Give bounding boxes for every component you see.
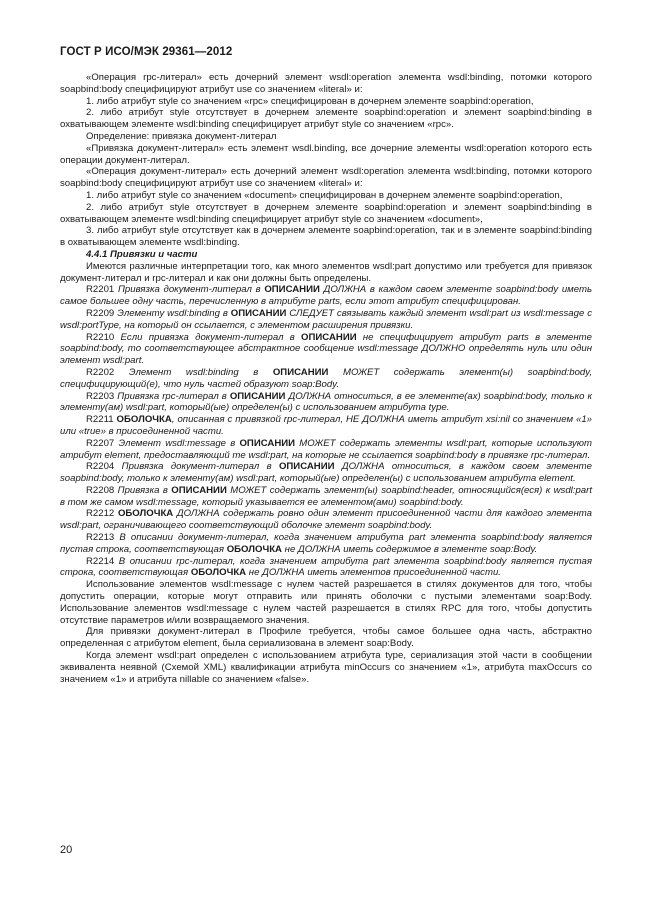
- text-run: 3. либо атрибут style отсутствует как в дочернем элементе soapbind:operation, так и в элементе soapbind:binding в охватывающем элементе wsdl:binding.: [60, 225, 592, 249]
- paragraph: [60, 461, 592, 485]
- text-run: ОБОЛОЧКА: [190, 567, 247, 579]
- text-run: В описании rpc-литерал, когда значением атрибута part элемента soapbind:body является пустая строка, соответствующая: [60, 555, 592, 579]
- text-run: ОПИСАНИИ: [301, 331, 357, 343]
- text-run: 2. либо атрибут style отсутствует в дочернем элементе soapbind:operation и элемент soapbind:binding в охватывающем элементе wsdl:binding специфицирует атрибут style со значением «rpc».: [60, 107, 592, 131]
- text-run: ДОЛЖНА относиться, в каждом своем элементе soapbind:body, только к элементу(ам) wsdl:part, который(ые) определен(ы) с использованием атрибута element.: [60, 461, 592, 485]
- text-run: R2212: [86, 508, 118, 520]
- paragraph: [60, 414, 592, 438]
- text-run: ОПИСАНИИ: [264, 284, 320, 296]
- text-run: ОБОЛОЧКА: [117, 508, 174, 520]
- paragraph: [60, 438, 592, 462]
- paragraph: [60, 190, 592, 202]
- paragraph: [60, 308, 592, 332]
- text-run: Когда элемент wsdl:part определен с использованием атрибута type, сериализация этой части в сообщении эквивалента неявной (Схемой XML) квалификации атрибута minOccurs со значением «1», атрибута maxOccurs со значением «1» и атрибута nillable со значением «false».: [60, 650, 592, 685]
- text-run: R2209: [86, 307, 118, 319]
- text-run: не ДОЛЖНА иметь элементов присоединенной части.: [246, 567, 501, 579]
- document-body: [60, 72, 592, 685]
- text-run: МОЖЕТ содержать элемент(ы) soapbind:body, специфицирующий(е), что нуль частей образуют soap:Body.: [60, 366, 593, 390]
- paragraph: [60, 556, 592, 580]
- text-run: Элемент wsdl:binding в: [128, 366, 273, 378]
- text-run: Имеются различные интерпретации того, как много элементов wsdl:part допустимо или требуется для привязок документ-литерал и rpc-литерал и как они должны быть определены.: [60, 260, 592, 284]
- standard-header: ГОСТ Р ИСО/МЭК 29361—2012: [60, 46, 233, 58]
- text-run: не специфицирует атрибут parts в элементе soapbind:body, то соответствующее абстрактное сообщение wsdl:message ДОЛЖНО определять нуль или один элемент wsdl:part.: [60, 331, 592, 367]
- text-run: R2204: [86, 461, 122, 473]
- paragraph: [60, 143, 592, 167]
- section-subheading: [60, 249, 592, 261]
- paragraph: [60, 650, 592, 685]
- text-run: не ДОЛЖНА иметь содержимое в элементе soap:Body.: [282, 543, 538, 555]
- text-run: ДОЛЖНА относиться, в ее элементе(ах) soapbind:body, только к элементу(ам) wsdl:part, который(ые) определен(ы) с использованием атрибута type.: [60, 390, 592, 414]
- text-run: R2211: [86, 414, 117, 426]
- text-run: ОПИСАНИИ: [272, 366, 329, 378]
- text-run: Элементу wsdl:binding в: [117, 307, 231, 319]
- text-run: «Привязка документ-литерал» есть элемент wsdl.binding, все дочерние элементы wsdl:operation которого есть операции документ-литерал.: [60, 142, 592, 166]
- text-run: Определение: привязка документ-литерал: [86, 130, 277, 142]
- text-run: Для привязки документ-литерал в Профиле требуется, чтобы самое большее одна часть, абстрактно определенная с атрибутом element, была сериализована в элемент soap:Body.: [60, 626, 592, 650]
- text-run: Привязка в: [117, 484, 172, 496]
- paragraph: [60, 107, 592, 131]
- text-run: ДОЛЖНА содержать ровно один элемент присоединенной части для каждого элемента wsdl:part, ограничивающего соответствующий оболочке элемент soapbind:body.: [60, 508, 592, 532]
- text-run: ДОЛЖНА в каждом своем элементе soapbind:body иметь самое большее одну часть, перечисленную в атрибуте parts, если этот атрибут специфицирован.: [60, 284, 593, 308]
- text-run: Привязка rpc-литерал в: [117, 390, 230, 402]
- text-run: Использование элементов wsdl:message с нулем частей разрешается в стилях документов для того, чтобы допустить операции, которые могут отправить или принять оболочки с пустыми элементами soap:Body. Использование элементов wsdl:message с нулем частей разрешается в стилях RPC для того, чтобы допустить отсутствие параметров и/или возвращаемого значения.: [60, 579, 592, 626]
- paragraph: [60, 72, 592, 96]
- text-run: Если привязка документ-литерал в: [120, 331, 302, 343]
- text-run: ОБОЛОЧКА: [116, 414, 172, 426]
- text-run: В описании документ-литерал, когда значением атрибута part элемента soapbind:body является пустая строка, соответствующая: [60, 532, 593, 555]
- text-run: R2214: [86, 555, 119, 567]
- text-run: R2202: [86, 366, 129, 378]
- text-run: R2201: [86, 284, 118, 296]
- text-run: «Операция документ-литерал» есть дочерний элемент wsdl:operation элемента wsdl:binding, потомки которого soapbind:body специфицируют атрибут use со значением «literal» и:: [60, 166, 592, 190]
- text-run: R2203: [86, 390, 118, 402]
- paragraph: [60, 261, 592, 285]
- paragraph: [60, 532, 592, 556]
- text-run: ОПИСАНИИ: [171, 484, 227, 496]
- text-run: Привязка документ-литерал в: [117, 284, 265, 296]
- paragraph: [60, 579, 592, 626]
- paragraph: [60, 367, 592, 391]
- text-run: ОПИСАНИИ: [230, 307, 287, 319]
- paragraph: [60, 202, 592, 226]
- text-run: ОПИСАНИИ: [229, 390, 286, 402]
- paragraph: [60, 96, 592, 108]
- paragraph: [60, 284, 592, 308]
- page-number: 20: [60, 844, 73, 856]
- paragraph: [60, 225, 592, 249]
- text-run: МОЖЕТ содержать элементы wsdl:part, которые используют атрибут element, предоставляющий те wsdl:part, на которые не ссылается soapbind:body в привязке rpc-литерал.: [60, 437, 592, 461]
- text-run: МОЖЕТ содержать элемент(ы) soapbind:header, относящийся(еся) к wsdl:part в том же самом wsdl:message, который указывается ее элементом(ами) soapbind:body.: [60, 484, 593, 508]
- text-run: , описанная с привязкой rpc-литерал, НЕ ДОЛЖНА иметь атрибут xsi:nil со значением «1» или «true» в присоединенной части.: [60, 414, 592, 437]
- text-run: ОПИСАНИИ: [278, 461, 335, 473]
- paragraph: [60, 485, 592, 509]
- text-run: Привязка документ-литерал в: [121, 461, 279, 473]
- text-run: R2210: [86, 331, 121, 343]
- paragraph: [60, 508, 592, 532]
- text-run: 4.4.1 Привязки и части: [86, 248, 198, 260]
- text-run: R2213: [86, 532, 120, 544]
- text-run: Элемент wsdl:message в: [118, 437, 240, 449]
- text-run: «Операция rpc-литерал» есть дочерний элемент wsdl:operation элемента wsdl:binding, потомки которого soapbind:body специфицируют атрибут use со значением «literal» и:: [60, 72, 592, 95]
- text-run: 1. либо атрибут style со значением «document» специфицирован в дочернем элементе soapbind:operation,: [86, 189, 563, 201]
- text-run: R2207: [86, 437, 119, 449]
- paragraph: [60, 332, 592, 367]
- paragraph: [60, 391, 592, 415]
- text-run: 1. либо атрибут style со значением «rpc» специфицирован в дочернем элементе soapbind:operation,: [86, 95, 534, 107]
- paragraph: [60, 166, 592, 190]
- paragraph: [60, 131, 592, 143]
- text-run: СЛЕДУЕТ связывать каждый элемент wsdl:part из wsdl:message с wsdl:portType, на который он ссылается, с элементом расширения привязки.: [60, 307, 593, 331]
- text-run: R2208: [86, 484, 118, 496]
- paragraph: [60, 626, 592, 650]
- text-run: ОПИСАНИИ: [239, 437, 296, 449]
- text-run: 2. либо атрибут style отсутствует в дочернем элементе soapbind:operation и элемент soapbind:binding в охватывающем элементе wsdl:binding специфицирует атрибут style со значением «document»,: [60, 201, 592, 225]
- text-run: ОБОЛОЧКА: [226, 543, 282, 555]
